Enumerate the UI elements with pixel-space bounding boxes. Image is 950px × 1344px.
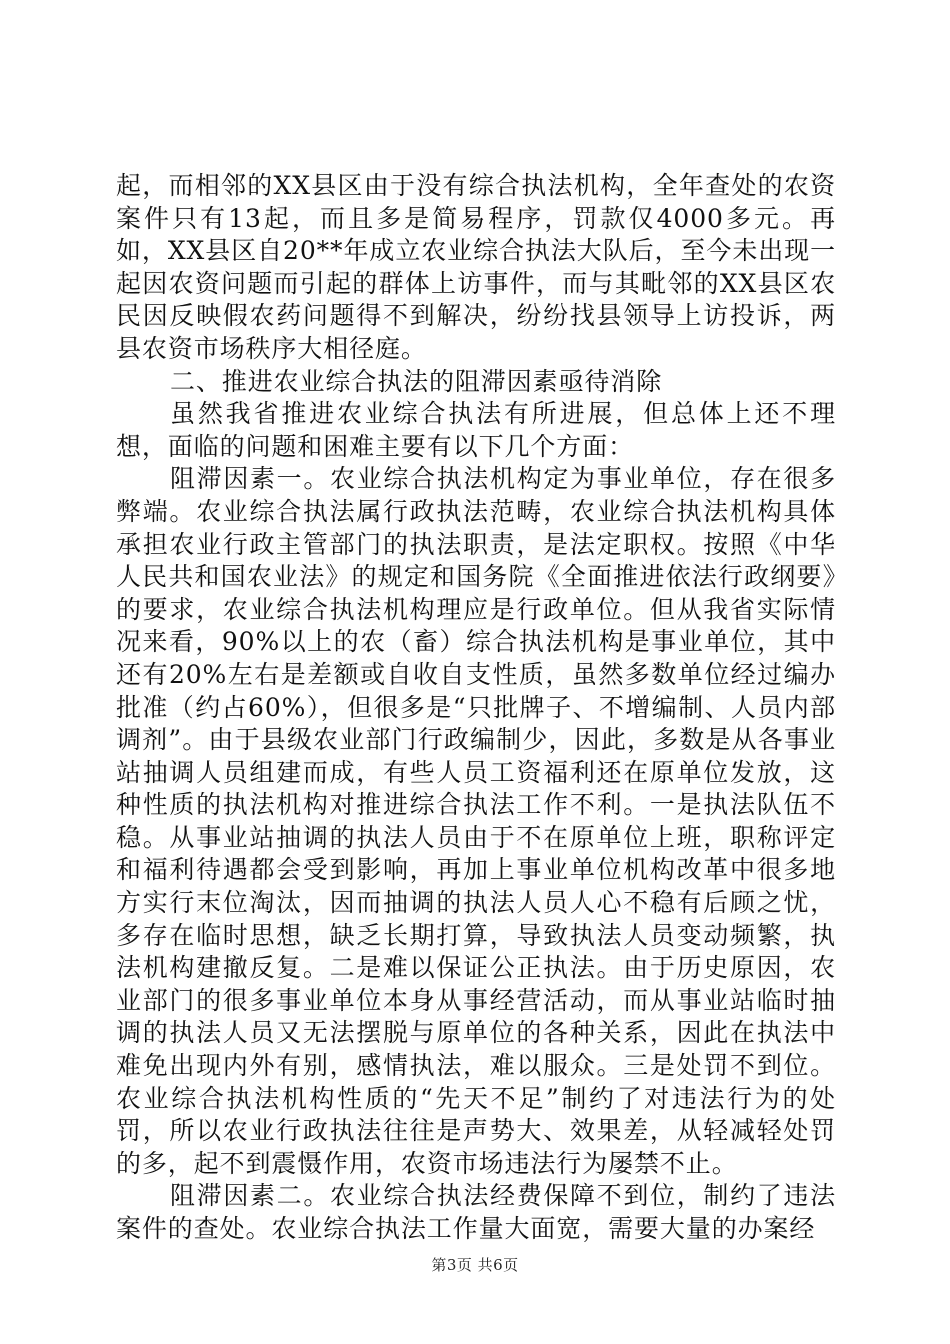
paragraph-factor-one: 阻滞因素一。农业综合执法机构定为事业单位，存在很多弊端。农业综合执法属行政执法范畴，农业综合执法机构具体承担农业行政主管部门的执法职责，是法定职权。按照《中华人民共和国农业法》的规定和国务院《全面推进依法行政纲要》的要求，农业综合执法机构理应是行政单位。但从我省实际情况来看，90%以上的农（畜）综合执法机构是事业单位，其中还有20%左右是差额或自收自支性质，虽然多数单位经过编办批准（约占60%），但很多是“只批牌子、不增编制、人员内部调剂”。由于县级农业部门行政编制少，因此，多数是从各事业站抽调人员组建而成，有些人员工资福利还在原单位发放，这种性质的执法机构对推进综合执法工作不利。一是执法队伍不稳。从事业站抽调的执法人员由于不在原单位上班，职称评定和福利待遇都会受到影响，再加上事业单位机构改革中很多地方实行末位淘汰，因而抽调的执法人员人心不稳有后顾之忧，多存在临时思想，缺乏长期打算，导致执法人员变动频繁，执法机构建撤反复。二是难以保证公正执法。由于历史原因，农业部门的很多事业单位本身从事经营活动，而从事业站临时抽调的执法人员又无法摆脱与原单位的各种关系，因此在执法中难免出现内外有别，感情执法，难以服众。三是处罚不到位。农业综合执法机构性质的“先天不足”制约了对违法行为的处罚，所以农业行政执法往往是声势大、效果差，从轻减轻处罚的多，起不到震慑作用，农资市场违法行为屡禁不止。: [116, 464, 836, 1178]
document-body: [116, 170, 836, 1246]
paragraph-factor-two: 阻滞因素二。农业综合执法经费保障不到位，制约了违法案件的查处。农业综合执法工作量大面宽，需要大量的办案经: [116, 1181, 836, 1243]
section-heading: 二、推进农业综合执法的阻滞因素亟待消除: [170, 366, 663, 396]
paragraph-intro: 虽然我省推进农业综合执法有所进展，但总体上还不理想，面临的问题和困难主要有以下几个方面：: [116, 399, 836, 461]
page-number-footer: 第3页 共6页: [431, 1256, 519, 1274]
paragraph-continuation: 起，而相邻的XX县区由于没有综合执法机构，全年查处的农资案件只有13起，而且多是简易程序，罚款仅4000多元。再如，XX县区自20**年成立农业综合执法大队后，至今未出现一起因农资问题而引起的群体上访事件，而与其毗邻的XX县区农民因反映假农药问题得不到解决，纷纷找县领导上访投诉，两县农资市场秩序大相径庭。: [116, 171, 836, 363]
